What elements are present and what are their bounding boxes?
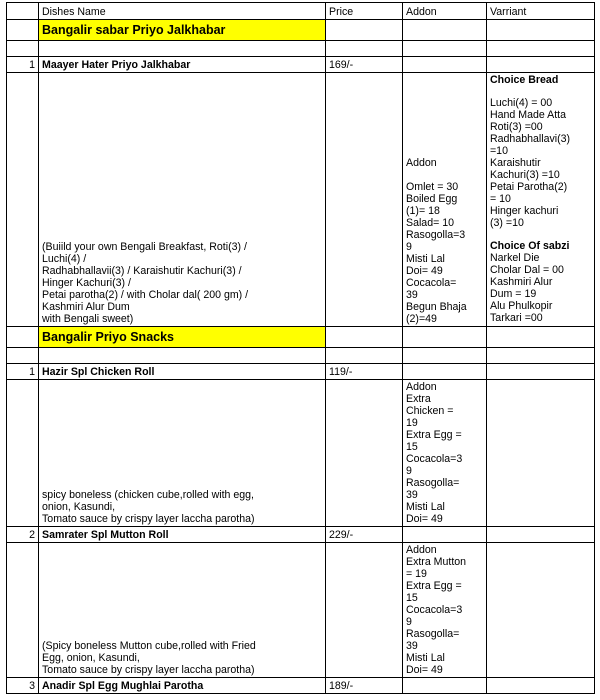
section-row	[7, 20, 595, 41]
item-row	[7, 678, 595, 694]
header-variant: Varriant	[487, 3, 595, 20]
header-row	[7, 3, 595, 20]
item-price: 119/-	[326, 364, 403, 380]
header-price: Price	[326, 3, 403, 20]
section-title: Bangalir Priyo Snacks	[39, 327, 326, 348]
item-description: spicy boneless (chicken cube,rolled with egg, onion, Kasundi, Tomato sauce by crispy layer laccha parotha)	[39, 380, 326, 527]
item-number: 2	[7, 527, 39, 543]
section-title: Bangalir sabar Priyo Jalkhabar	[39, 20, 326, 41]
item-description: (Spicy boneless Mutton cube,rolled with Fried Egg, onion, Kasundi, Tomato sauce by crispy layer laccha parotha)	[39, 543, 326, 678]
item-number: 1	[7, 364, 39, 380]
menu-table	[6, 2, 595, 694]
item-variant	[487, 73, 595, 327]
item-number: 1	[7, 57, 39, 73]
item-addon: Addon Omlet = 30 Boiled Egg (1)= 18 Salad= 10 Rasogolla=3 9 Misti Lal Doi= 49 Cocacola= 39 Begun Bhaja (2)=49	[403, 73, 487, 327]
variant-bread-options: Luchi(4) = 00 Hand Made Atta Roti(3) =00 Radhabhallavi(3) =10 Karaishutir Kachuri(3) =10 Petai Parotha(2) = 10 Hinger kachuri (3) =10	[490, 97, 571, 229]
item-row	[7, 527, 595, 543]
item-name: Hazir Spl Chicken Roll	[39, 364, 326, 380]
item-name: Maayer Hater Priyo Jalkhabar	[39, 57, 326, 73]
item-detail-row	[7, 380, 595, 527]
header-number-cell	[7, 3, 39, 20]
variant-sabzi-options: Narkel Die Cholar Dal = 00 Kashmiri Alur Dum = 19 Alu Phulkopir Tarkari =00	[490, 252, 564, 324]
header-dishes-name: Dishes Name	[39, 3, 326, 20]
blank-row	[7, 348, 595, 364]
variant-bread-title: Choice Bread	[490, 74, 559, 86]
item-row	[7, 57, 595, 73]
item-price: 189/-	[326, 678, 403, 694]
item-price: 229/-	[326, 527, 403, 543]
item-addon: Addon Extra Chicken = 19 Extra Egg = 15 Cocacola=3 9 Rasogolla= 39 Misti Lal Doi= 49	[403, 380, 487, 527]
item-addon: Addon Extra Mutton = 19 Extra Egg = 15 Cocacola=3 9 Rasogolla= 39 Misti Lal Doi= 49	[403, 543, 487, 678]
item-name: Samrater Spl Mutton Roll	[39, 527, 326, 543]
item-price: 169/-	[326, 57, 403, 73]
item-description: (Buiild your own Bengali Breakfast, Roti(3) / Luchi(4) / Radhabhallavii(3) / Karaishutir Kachuri(3) / Hinger Kachuri(3) / Petai parotha(2) / with Cholar dal( 200 gm) / Kashmiri Alur Dum with Bengali sweet)	[39, 73, 326, 327]
item-detail-row	[7, 73, 595, 327]
item-detail-row	[7, 543, 595, 678]
item-row	[7, 364, 595, 380]
item-number: 3	[7, 678, 39, 694]
section-row	[7, 327, 595, 348]
blank-row	[7, 41, 595, 57]
variant-sabzi-title: Choice Of sabzi	[490, 240, 570, 252]
header-addon: Addon	[403, 3, 487, 20]
item-name: Anadir Spl Egg Mughlai Parotha	[39, 678, 326, 694]
